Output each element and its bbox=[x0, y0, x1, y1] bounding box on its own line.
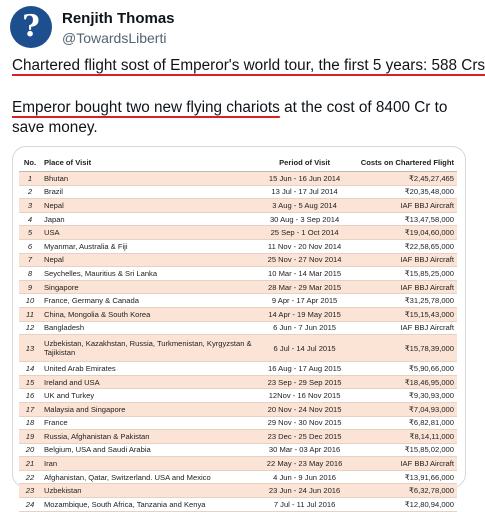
table-row bbox=[19, 484, 457, 498]
tweet-line-2-underlined: Emperor bought two new flying chariots bbox=[12, 99, 280, 116]
cell-cost: ₹8,14,11,000 bbox=[353, 430, 457, 444]
cell-no: 3 bbox=[19, 199, 41, 213]
cell-period: 15 Jun - 16 Jun 2014 bbox=[256, 172, 354, 186]
cell-place: Uzbekistan bbox=[41, 484, 256, 498]
cell-period: 13 Jul - 17 Jul 2014 bbox=[256, 185, 354, 199]
cell-no: 20 bbox=[19, 443, 41, 457]
header-period: Period of Visit bbox=[256, 153, 354, 172]
table-row bbox=[19, 212, 457, 226]
avatar[interactable] bbox=[10, 6, 52, 48]
cell-period: 22 May - 23 May 2016 bbox=[256, 457, 354, 471]
cell-place: Nepal bbox=[41, 253, 256, 267]
cell-period: 23 Sep - 29 Sep 2015 bbox=[256, 375, 354, 389]
cell-cost: ₹6,32,78,000 bbox=[353, 484, 457, 498]
cell-cost: IAF BBJ Aircraft bbox=[353, 199, 457, 213]
cell-place: Japan bbox=[41, 212, 256, 226]
cell-cost: ₹2,45,27,465 bbox=[353, 172, 457, 186]
cell-place: Bhutan bbox=[41, 172, 256, 186]
cell-period: 6 Jul - 14 Jul 2015 bbox=[256, 335, 354, 362]
cell-cost: ₹15,85,25,000 bbox=[353, 267, 457, 281]
cell-no: 13 bbox=[19, 335, 41, 362]
cell-no: 11 bbox=[19, 307, 41, 321]
cell-cost: ₹9,30,93,000 bbox=[353, 389, 457, 403]
table-row bbox=[19, 280, 457, 294]
cell-place: China, Mongolia & South Korea bbox=[41, 307, 256, 321]
cell-no: 6 bbox=[19, 239, 41, 253]
cell-place: Ireland and USA bbox=[41, 375, 256, 389]
cell-place: Afghanistan, Qatar, Switzerland. USA and Mexico bbox=[41, 470, 256, 484]
cell-place: Uzbekistan, Kazakhstan, Russia, Turkmenistan, Kyrgyzstan & Tajikistan bbox=[41, 335, 256, 362]
cell-no: 4 bbox=[19, 212, 41, 226]
table-row bbox=[19, 443, 457, 457]
cell-cost: ₹18,46,95,000 bbox=[353, 375, 457, 389]
cell-place: France, Germany & Canada bbox=[41, 294, 256, 308]
table-row bbox=[19, 226, 457, 240]
cell-place: Seychelles, Mauritius & Sri Lanka bbox=[41, 267, 256, 281]
author-handle[interactable]: @TowardsLiberti bbox=[62, 30, 167, 46]
cell-cost: ₹15,85,02,000 bbox=[353, 443, 457, 457]
tweet-media-image[interactable] bbox=[12, 146, 466, 509]
cell-cost: ₹19,04,60,000 bbox=[353, 226, 457, 240]
cell-period: 16 Aug - 17 Aug 2015 bbox=[256, 362, 354, 376]
cell-no: 10 bbox=[19, 294, 41, 308]
table-row bbox=[19, 375, 457, 389]
table-row bbox=[19, 199, 457, 213]
cell-period: 23 Dec - 25 Dec 2015 bbox=[256, 430, 354, 444]
cell-no: 2 bbox=[19, 185, 41, 199]
table-row bbox=[19, 470, 457, 484]
tweet-line-2-rest: at the cost of 8400 Cr to save money. bbox=[12, 99, 448, 136]
cell-period: 11 Nov - 20 Nov 2014 bbox=[256, 239, 354, 253]
tweet-line-1: Chartered flight sost of Emperor's world tour, the first 5 years: 588 Crs bbox=[12, 57, 485, 74]
cell-no: 19 bbox=[19, 430, 41, 444]
cell-no: 9 bbox=[19, 280, 41, 294]
table-row bbox=[19, 457, 457, 471]
cell-place: United Arab Emirates bbox=[41, 362, 256, 376]
cell-cost: ₹13,47,58,000 bbox=[353, 212, 457, 226]
table-row bbox=[19, 294, 457, 308]
table-body bbox=[19, 172, 457, 512]
header-cost: Costs on Chartered Flight bbox=[353, 153, 457, 172]
table-row bbox=[19, 307, 457, 321]
table-row bbox=[19, 402, 457, 416]
cell-period: 28 Mar - 29 Mar 2015 bbox=[256, 280, 354, 294]
cell-cost: ₹13,91,66,000 bbox=[353, 470, 457, 484]
cell-no: 21 bbox=[19, 457, 41, 471]
cell-period: 14 Apr - 19 May 2015 bbox=[256, 307, 354, 321]
table-row bbox=[19, 335, 457, 362]
cell-no: 16 bbox=[19, 389, 41, 403]
cell-period: 7 Jul - 11 Jul 2016 bbox=[256, 498, 354, 512]
cell-no: 22 bbox=[19, 470, 41, 484]
cell-no: 17 bbox=[19, 402, 41, 416]
cell-place: Nepal bbox=[41, 199, 256, 213]
table-row bbox=[19, 267, 457, 281]
cell-cost: IAF BBJ Aircraft bbox=[353, 321, 457, 335]
cell-place: Belgium, USA and Saudi Arabia bbox=[41, 443, 256, 457]
cell-no: 7 bbox=[19, 253, 41, 267]
cell-place: Singapore bbox=[41, 280, 256, 294]
header-place: Place of Visit bbox=[41, 153, 256, 172]
cell-cost: ₹6,82,81,000 bbox=[353, 416, 457, 430]
cell-period: 30 Mar - 03 Apr 2016 bbox=[256, 443, 354, 457]
cell-period: 3 Aug - 5 Aug 2014 bbox=[256, 199, 354, 213]
cell-no: 24 bbox=[19, 498, 41, 512]
table-row bbox=[19, 430, 457, 444]
tweet-line-2 bbox=[12, 98, 457, 138]
cell-cost: ₹31,25,78,000 bbox=[353, 294, 457, 308]
cell-period: 12Nov - 16 Nov 2015 bbox=[256, 389, 354, 403]
cell-period: 6 Jun - 7 Jun 2015 bbox=[256, 321, 354, 335]
table-row bbox=[19, 389, 457, 403]
table-row bbox=[19, 239, 457, 253]
cell-no: 1 bbox=[19, 172, 41, 186]
cell-period: 23 Jun - 24 Jun 2016 bbox=[256, 484, 354, 498]
cell-cost: ₹12,80,94,000 bbox=[353, 498, 457, 512]
cell-cost: IAF BBJ Aircraft bbox=[353, 457, 457, 471]
cell-place: Myanmar, Australia & Fiji bbox=[41, 239, 256, 253]
cell-period: 29 Nov - 30 Nov 2015 bbox=[256, 416, 354, 430]
cell-place: Malaysia and Singapore bbox=[41, 402, 256, 416]
table-row bbox=[19, 253, 457, 267]
table-header-row bbox=[19, 153, 457, 172]
tweet-header bbox=[10, 6, 450, 48]
cell-period: 9 Apr - 17 Apr 2015 bbox=[256, 294, 354, 308]
cell-place: France bbox=[41, 416, 256, 430]
cell-place: UK and Turkey bbox=[41, 389, 256, 403]
table-row bbox=[19, 498, 457, 512]
cell-cost: IAF BBJ Aircraft bbox=[353, 280, 457, 294]
cell-place: Mozambique, South Africa, Tanzania and Kenya bbox=[41, 498, 256, 512]
cell-cost: ₹5,90,66,000 bbox=[353, 362, 457, 376]
charter-flight-table bbox=[19, 153, 457, 512]
cell-cost: ₹7,04,93,000 bbox=[353, 402, 457, 416]
cell-no: 5 bbox=[19, 226, 41, 240]
cell-place: Bangladesh bbox=[41, 321, 256, 335]
cell-place: USA bbox=[41, 226, 256, 240]
cell-no: 15 bbox=[19, 375, 41, 389]
table-row bbox=[19, 185, 457, 199]
table-row bbox=[19, 172, 457, 186]
author-display-name[interactable]: Renjith Thomas bbox=[62, 10, 175, 27]
cell-cost: ₹22,58,65,000 bbox=[353, 239, 457, 253]
header-no: No. bbox=[19, 153, 41, 172]
cell-no: 18 bbox=[19, 416, 41, 430]
cell-no: 12 bbox=[19, 321, 41, 335]
cell-cost: ₹20,35,48,000 bbox=[353, 185, 457, 199]
cell-no: 8 bbox=[19, 267, 41, 281]
cell-cost: IAF BBJ Aircraft bbox=[353, 253, 457, 267]
cell-period: 10 Mar - 14 Mar 2015 bbox=[256, 267, 354, 281]
cell-period: 4 Jun - 9 Jun 2016 bbox=[256, 470, 354, 484]
cell-no: 14 bbox=[19, 362, 41, 376]
avatar-glyph: ? bbox=[22, 9, 40, 44]
cell-period: 20 Nov - 24 Nov 2015 bbox=[256, 402, 354, 416]
table-row bbox=[19, 416, 457, 430]
cell-period: 30 Aug - 3 Sep 2014 bbox=[256, 212, 354, 226]
cell-cost: ₹15,78,39,000 bbox=[353, 335, 457, 362]
table-row bbox=[19, 321, 457, 335]
cell-cost: ₹15,15,43,000 bbox=[353, 307, 457, 321]
cell-place: Brazil bbox=[41, 185, 256, 199]
cell-place: Russia, Afghanistan & Pakistan bbox=[41, 430, 256, 444]
cell-no: 23 bbox=[19, 484, 41, 498]
cell-place: Iran bbox=[41, 457, 256, 471]
table-row bbox=[19, 362, 457, 376]
cell-period: 25 Nov - 27 Nov 2014 bbox=[256, 253, 354, 267]
cell-period: 25 Sep - 1 Oct 2014 bbox=[256, 226, 354, 240]
